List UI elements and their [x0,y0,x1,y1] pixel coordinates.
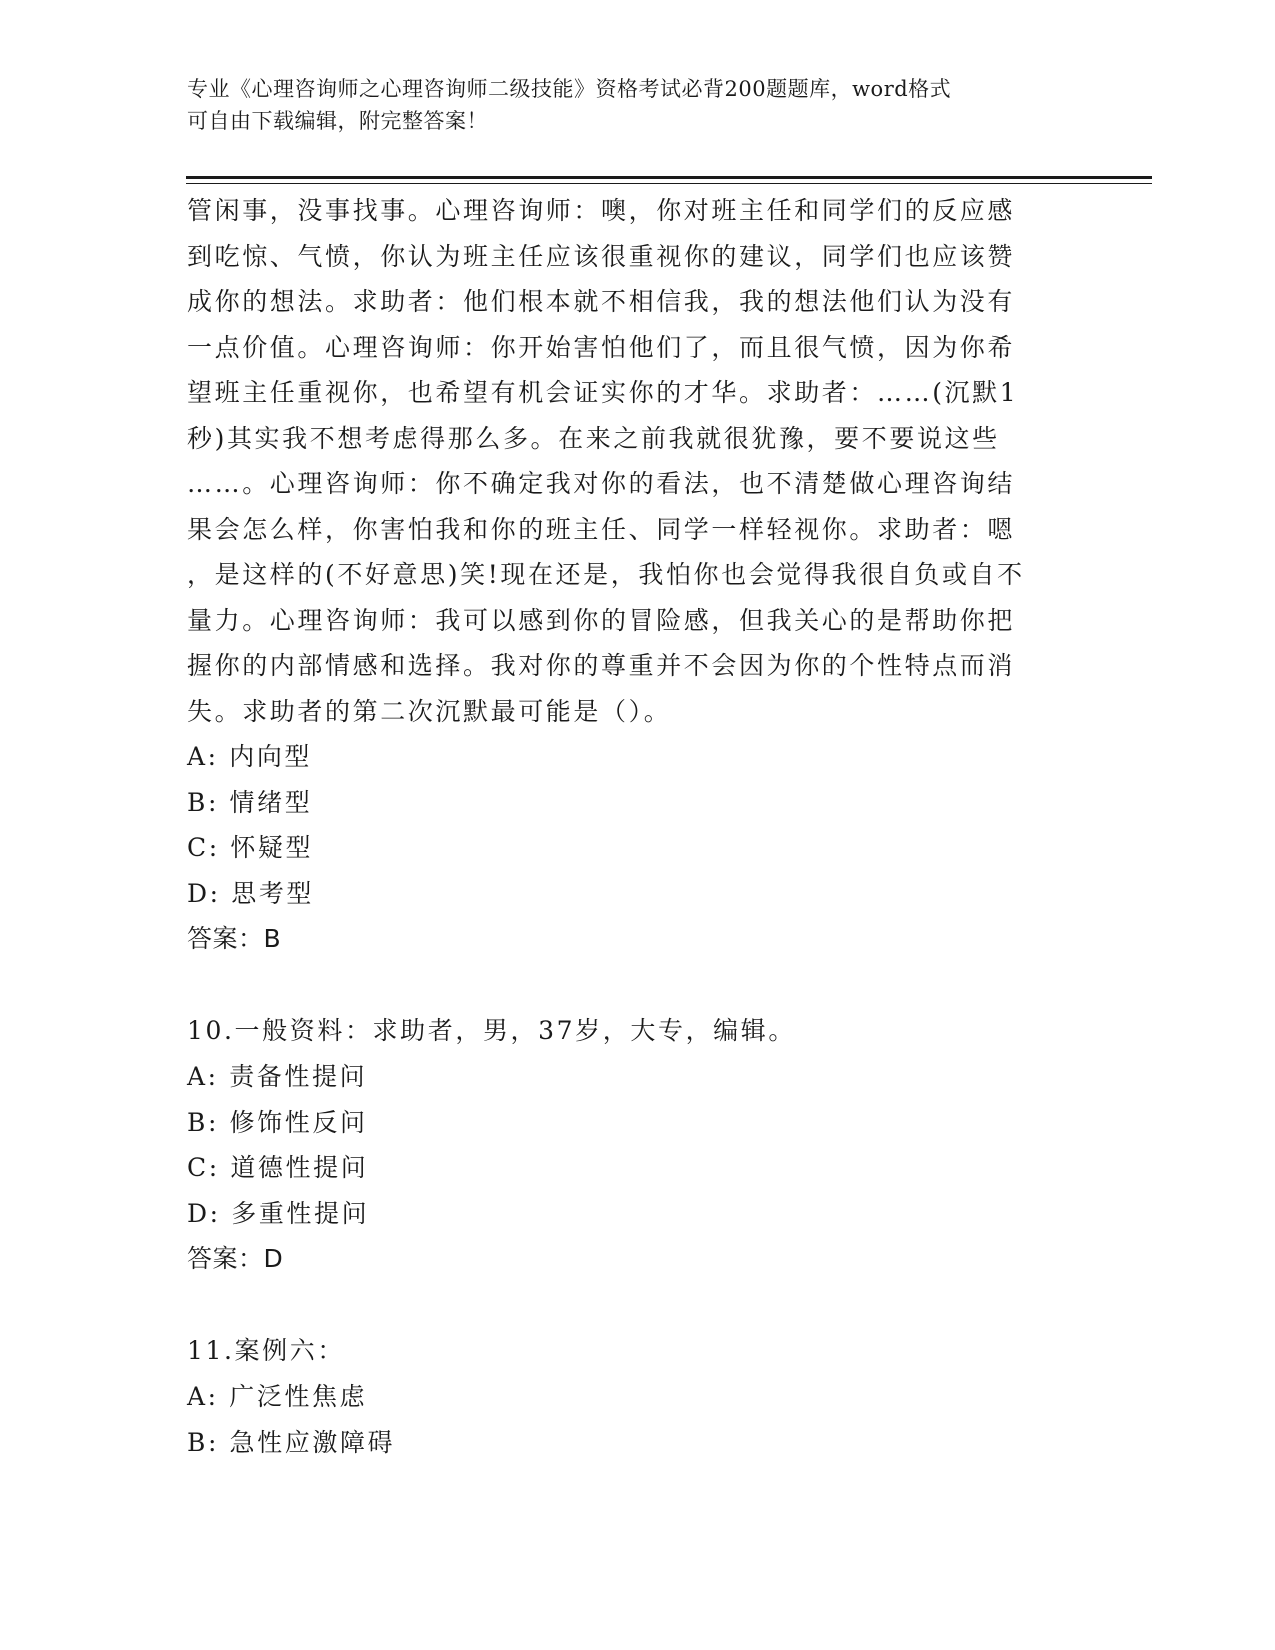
header-rule-thick [186,176,1152,179]
spacer [187,962,1077,1008]
question-10-answer: 答案：D [187,1244,284,1273]
option-text: 内向型 [229,742,313,771]
option-b [187,1100,1077,1146]
question-10-title: 10.一般资料：求助者，男，37岁，大专，编辑。 [187,1016,796,1045]
option-key: C: [187,1153,220,1182]
option-key: D: [187,1198,221,1228]
question-text-line: 一点价值。心理咨询师：你开始害怕他们了，而且很气愤，因为你希 [187,332,1016,362]
option-text: 广泛性焦虑 [229,1382,368,1411]
question-text-line: 望班主任重视你，也希望有机会证实你的才华。求助者：……(沉默1 [187,378,1019,407]
document-body [187,188,1077,1465]
option-key: B: [187,1107,219,1137]
option-key: A: [187,1062,219,1091]
header-rule-thin [186,183,1152,184]
option-text: 道德性提问 [230,1153,369,1182]
question-text-line: 管闲事，没事找事。心理咨询师：噢，你对班主任和同学们的反应感 [187,196,1016,225]
question-text-line: 秒)其实我不想考虑得那么多。在来之前我就很犹豫，要不要说这些 [187,423,1000,453]
option-text: 怀疑型 [230,833,314,862]
document-header [187,73,1067,137]
option-d [187,1191,1077,1237]
question-text-line: 到吃惊、气愤，你认为班主任应该很重视你的建议，同学们也应该赞 [187,241,1016,271]
option-b [187,1420,1077,1466]
option-d [187,871,1077,917]
option-text: 修饰性反问 [229,1107,368,1137]
option-key: B: [187,1427,219,1457]
option-key: D: [187,878,221,908]
option-a [187,1054,1077,1100]
option-text: 急性应激障碍 [229,1427,396,1457]
option-key: C: [187,833,220,862]
option-text: 情绪型 [229,787,313,817]
option-a [187,1374,1077,1420]
question-text-line: ……。心理咨询师：你不确定我对你的看法，也不清楚做心理咨询结 [187,469,1016,498]
question-text-line: 成你的想法。求助者：他们根本就不相信我，我的想法他们认为没有 [187,287,1016,316]
question-text-line: 握你的内部情感和选择。我对你的尊重并不会因为你的个性特点而消 [187,651,1016,680]
option-c [187,825,1077,871]
question-11-options [187,1374,1077,1465]
question-11-title: 11.案例六： [187,1336,345,1365]
option-b [187,780,1077,826]
option-a [187,734,1077,780]
question-text-line: 失。求助者的第二次沉默最可能是（）。 [187,696,672,726]
question-10-options [187,1054,1077,1236]
question-9-stem [187,188,1077,734]
question-text-line: 果会怎么样，你害怕我和你的班主任、同学一样轻视你。求助者：嗯 [187,514,1016,544]
question-text-line: 量力。心理咨询师：我可以感到你的冒险感，但我关心的是帮助你把 [187,605,1016,635]
spacer [187,1282,1077,1328]
option-text: 责备性提问 [229,1062,368,1091]
option-text: 多重性提问 [231,1198,370,1228]
question-text-line: ，是这样的(不好意思)笑!现在还是，我怕你也会觉得我很自负或自不 [187,560,1025,589]
option-key: A: [187,1382,219,1411]
question-9-options [187,734,1077,916]
option-text: 思考型 [231,878,315,908]
question-9-answer: 答案：B [187,924,282,953]
option-c [187,1145,1077,1191]
option-key: A: [187,742,219,771]
option-key: B: [187,787,219,817]
header-title-line-2: 可自由下载编辑，附完整答案！ [187,109,488,133]
header-title-line-1: 专业《心理咨询师之心理咨询师二级技能》资格考试必背200题题库，word格式 [187,77,952,101]
